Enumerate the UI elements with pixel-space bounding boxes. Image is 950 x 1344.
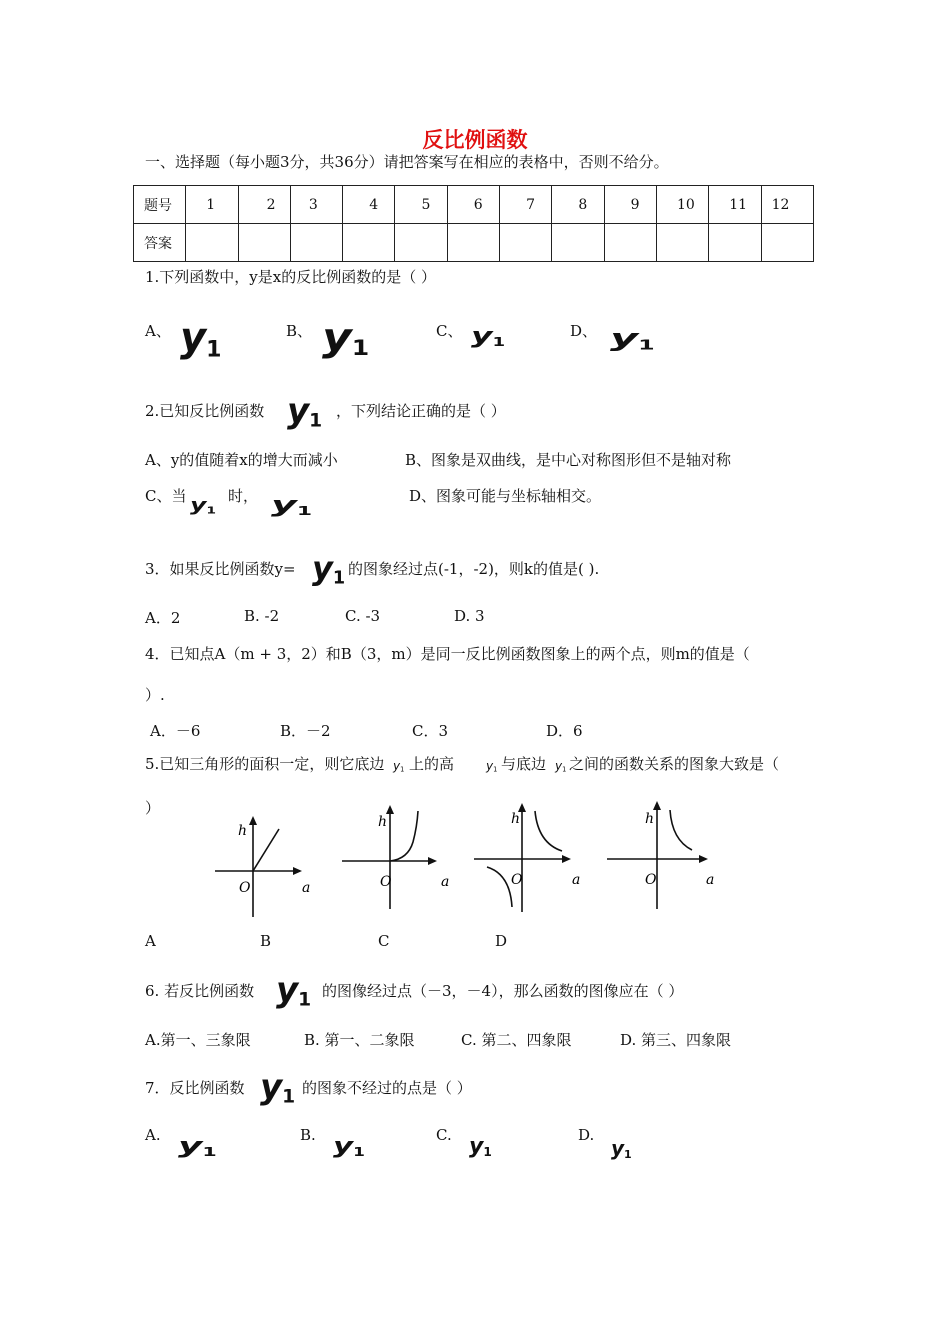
formula-image: $y_1$ — [611, 1136, 632, 1161]
question-7-stem-end: 的图象不经过的点是（ ） — [302, 1079, 472, 1097]
graph-a — [210, 812, 322, 924]
table-cell: 7 — [500, 186, 552, 224]
answer-cell[interactable] — [395, 224, 447, 262]
graph-label-a: a — [441, 874, 450, 890]
page-title: 反比例函数 — [422, 127, 528, 152]
table-cell: 10 — [656, 186, 708, 224]
answer-cell[interactable] — [290, 224, 342, 262]
graph-label-h: h — [378, 814, 388, 830]
q6-option-d: D. 第三、四象限 — [620, 1031, 732, 1049]
graph-d — [605, 797, 720, 915]
table-cell: 2 — [238, 186, 290, 224]
q4-option-c: C．3 — [412, 722, 449, 740]
q5-option-c: C — [378, 932, 390, 950]
table-cell: 5 — [395, 186, 447, 224]
answer-cell[interactable] — [343, 224, 395, 262]
q6-option-a: A.第一、三象限 — [145, 1031, 251, 1049]
answer-cell[interactable] — [500, 224, 552, 262]
q7-option-c: C. — [436, 1126, 452, 1144]
table-cell: 9 — [604, 186, 656, 224]
formula-image: $y_1$ — [393, 759, 405, 774]
graph-label-a: a — [706, 872, 715, 888]
question-5-stem-3: 与底边 — [501, 755, 547, 773]
table-cell: 4 — [343, 186, 395, 224]
q4-option-a: A．－6 — [150, 722, 201, 740]
q4-option-b: B．－2 — [280, 722, 331, 740]
table-cell: 8 — [552, 186, 604, 224]
formula-image: $y_1$ — [322, 315, 370, 361]
formula-image: $y_1$ — [178, 1134, 217, 1160]
graph-label-o: O — [239, 880, 251, 896]
q7-option-a: A. — [145, 1126, 161, 1144]
formula-image: $y_1$ — [276, 970, 312, 1011]
question-5-stem-4: 之间的函数关系的图象大致是（ — [569, 755, 780, 773]
table-cell: 3 — [290, 186, 342, 224]
q2-option-c-mid: 时， — [228, 487, 259, 505]
graph-b — [338, 797, 456, 915]
table-row — [134, 186, 814, 224]
answer-cell[interactable] — [238, 224, 290, 262]
formula-image: $y_1$ — [180, 315, 222, 363]
question-3-stem-start: 3．如果反比例函数y= — [145, 560, 296, 578]
graph-label-a: a — [572, 872, 580, 888]
formula-image: $y_1$ — [555, 759, 567, 774]
q1-option-d: D、 — [570, 322, 598, 340]
q1-option-b: B、 — [286, 322, 313, 340]
graph-label-a: a — [302, 880, 311, 896]
formula-image: $y_1$ — [312, 549, 346, 589]
question-6-stem-end: 的图像经过点（－3，－4），那么函数的图像应在（ ） — [322, 982, 684, 1000]
table-cell: 12 — [761, 186, 813, 224]
table-cell: 题号 — [134, 186, 186, 224]
table-cell: 答案 — [134, 224, 186, 262]
q2-option-c-start: C、当 — [145, 487, 187, 505]
formula-image: $y_1$ — [469, 1134, 492, 1160]
formula-image: $y_1$ — [333, 1134, 365, 1160]
q6-option-c: C. 第二、四象限 — [461, 1031, 572, 1049]
table-cell: 1 — [186, 186, 238, 224]
answer-cell[interactable] — [656, 224, 708, 262]
formula-image: $y_1$ — [610, 324, 655, 354]
question-5-stem-cont: ） — [145, 799, 161, 817]
question-4-stem: 4．已知点A（m + 3，2）和B（3，m）是同一反比例函数图象上的两个点，则m的值是（ — [145, 645, 750, 663]
formula-image: $y_1$ — [190, 495, 217, 517]
graph-label-o: O — [380, 874, 392, 890]
formula-image: $y_1$ — [486, 759, 498, 774]
q3-option-b: B. -2 — [244, 607, 280, 625]
table-cell: 6 — [447, 186, 499, 224]
q3-option-d: D. 3 — [454, 607, 485, 625]
q3-option-a: A．2 — [145, 609, 181, 627]
q5-option-a: A — [145, 932, 156, 950]
formula-image: $y_1$ — [260, 1067, 296, 1108]
q2-option-a: A、y的值随着x的增大而减小 — [145, 451, 338, 469]
question-5-stem-1: 5.已知三角形的面积一定，则它底边 — [145, 755, 385, 773]
q2-option-b: B、图象是双曲线，是中心对称图形但不是轴对称 — [405, 451, 732, 469]
question-1-stem: 1.下列函数中，y是x的反比例函数的是（ ） — [145, 268, 437, 286]
question-5-stem-2: 上的高 — [409, 755, 455, 773]
formula-image: $y_1$ — [271, 493, 312, 519]
answer-cell[interactable] — [447, 224, 499, 262]
question-3-stem-end: 的图象经过点(-1，-2)，则k的值是( ). — [348, 560, 600, 578]
graph-label-h: h — [511, 811, 521, 827]
q3-option-c: C. -3 — [345, 607, 381, 625]
question-2-stem-end: ，下列结论正确的是（ ） — [336, 402, 506, 420]
q7-option-b: B. — [300, 1126, 316, 1144]
q1-option-c: C、 — [436, 322, 463, 340]
graph-c — [470, 797, 580, 915]
q6-option-b: B. 第一、二象限 — [304, 1031, 415, 1049]
graph-label-h: h — [238, 823, 248, 839]
q5-option-d: D — [495, 932, 508, 950]
answer-cell[interactable] — [604, 224, 656, 262]
q5-option-b: B — [260, 932, 272, 950]
table-row — [134, 224, 814, 262]
answer-cell[interactable] — [761, 224, 813, 262]
table-cell: 11 — [709, 186, 761, 224]
formula-image: $y_1$ — [287, 391, 323, 432]
answer-cell[interactable] — [186, 224, 238, 262]
graph-label-o: O — [645, 872, 657, 888]
question-2-stem-start: 2.已知反比例函数 — [145, 402, 265, 420]
answer-cell[interactable] — [709, 224, 761, 262]
q2-option-d: D、图象可能与坐标轴相交。 — [409, 487, 602, 505]
formula-image: $y_1$ — [471, 324, 506, 350]
instructions: 一、选择题（每小题3分，共36分）请把答案写在相应的表格中，否则不给分。 — [145, 153, 669, 171]
answer-table — [133, 185, 814, 262]
graph-label-o: O — [511, 872, 523, 888]
question-6-stem-start: 6. 若反比例函数 — [145, 982, 255, 1000]
graph-label-h: h — [645, 811, 655, 827]
answer-cell[interactable] — [552, 224, 604, 262]
question-4-stem-cont: ）. — [145, 686, 165, 704]
question-7-stem-start: 7．反比例函数 — [145, 1079, 245, 1097]
q7-option-d: D. — [578, 1126, 595, 1144]
q1-option-a: A、 — [145, 322, 171, 340]
q4-option-d: D．6 — [546, 722, 583, 740]
